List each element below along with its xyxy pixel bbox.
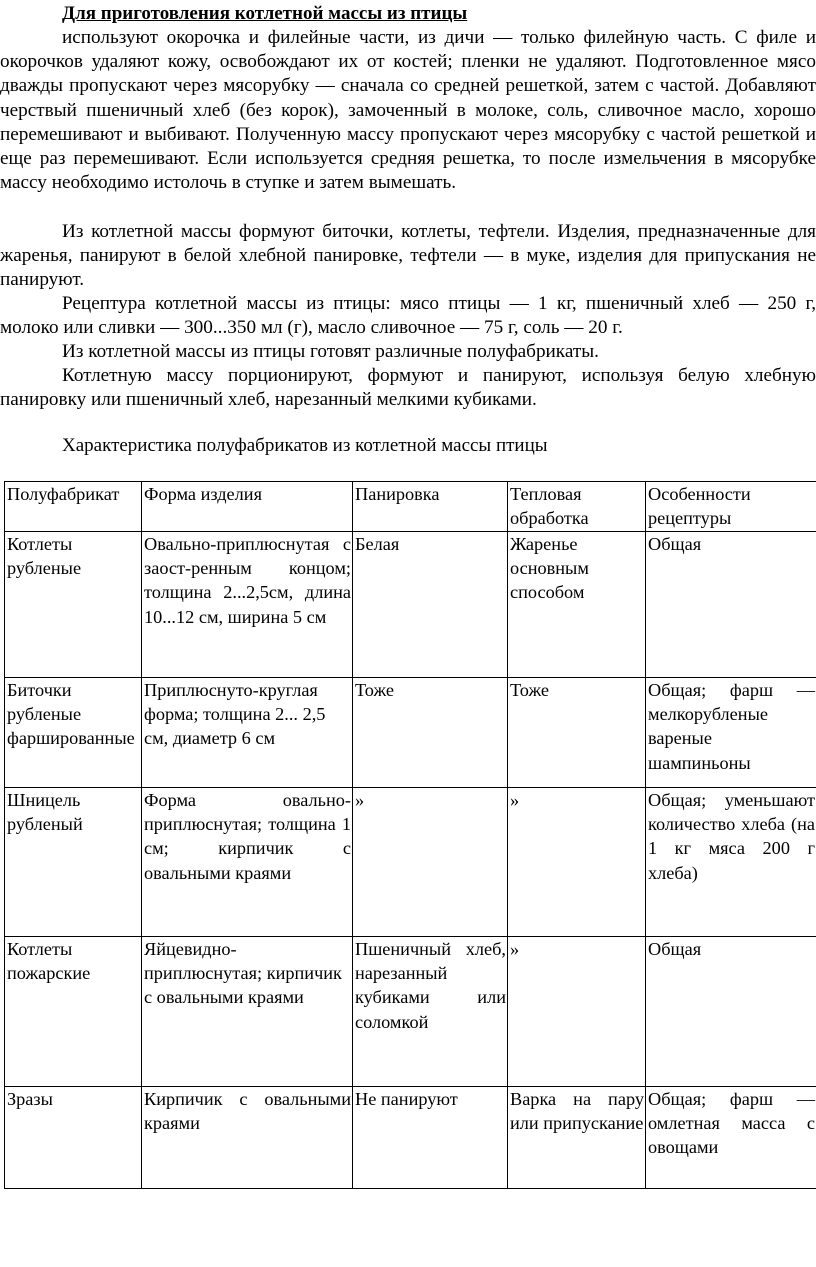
- paragraph-text: Рецептура котлетной массы из птицы: мясо птицы — 1 кг, пшеничный хлеб — 250 г, молоко или сливки — 300...350 мл (г), масло сливочное — 75 г, соль — 20 г.: [0, 293, 816, 339]
- table-row: [5, 678, 816, 788]
- paragraph-text: Из котлетной массы формуют биточки, котлеты, тефтели. Изделия, предназначенные для жаренья, панируют в белой хлебной панировке, тефтели — в муке, изделия для припускания не панируют.: [0, 221, 816, 291]
- table-cell: Котлеты рубленые: [5, 532, 142, 678]
- table-cell: Тоже: [508, 678, 646, 788]
- table-cell: Яйцевидно-приплюснутая; кирпичик с овальными краями: [142, 937, 353, 1087]
- table-cell: Варка на пару или припускание: [508, 1087, 646, 1189]
- table-cell: Зразы: [5, 1087, 142, 1189]
- table-row: [5, 1087, 816, 1189]
- table-cell: Общая; фарш — омлетная масса с овощами: [646, 1087, 816, 1189]
- table-cell: Шницель рубленый: [5, 788, 142, 937]
- table-row: [5, 937, 816, 1087]
- table-cell: Общая; фарш — мелкорубленые вареные шампиньоны: [646, 678, 816, 788]
- table-cell: Общая: [646, 532, 816, 678]
- paragraph-semifinished: [0, 340, 816, 364]
- table-cell: Тоже: [353, 678, 508, 788]
- table-cell: Котлеты пожарские: [5, 937, 142, 1087]
- table-row: [5, 532, 816, 678]
- paragraph-text: Котлетную массу порционируют, формуют и панируют, используя белую хлебную панировку или пшеничный хлеб, нарезанный мелкими кубиками.: [0, 365, 816, 411]
- header-cell: Тепловая обработка: [508, 482, 646, 532]
- table-cell: Жаренье основным способом: [508, 532, 646, 678]
- paragraph-text: Из котлетной массы из птицы готовят различные полуфабрикаты.: [62, 341, 599, 362]
- header-cell: Полуфабрикат: [5, 482, 142, 532]
- table-cell: Общая; уменьшают количество хлеба (на 1 кг мяса 200 г хлеба): [646, 788, 816, 937]
- paragraph-portioning: [0, 364, 816, 412]
- section-heading: Для приготовления котлетной массы из птицы: [62, 3, 468, 24]
- table-caption: Характеристика полуфабрикатов из котлетной массы птицы: [62, 435, 548, 456]
- table-cell: Белая: [353, 532, 508, 678]
- table-cell: Общая: [646, 937, 816, 1087]
- semifinished-table: [4, 481, 816, 1189]
- table-cell: Не панируют: [353, 1087, 508, 1189]
- table-cell: »: [508, 937, 646, 1087]
- table-cell: Форма овально-приплюснутая; толщина 1 см; кирпичик с овальными краями: [142, 788, 353, 937]
- table-cell: Пшеничный хлеб, нарезанный кубиками или соломкой: [353, 937, 508, 1087]
- table-row: [5, 788, 816, 937]
- table-cell: Приплюснуто-круглая форма; толщина 2... 2,5 см, диаметр 6 см: [142, 678, 353, 788]
- table-cell: »: [353, 788, 508, 937]
- table-header-row: [5, 482, 816, 532]
- header-cell: Форма изделия: [142, 482, 353, 532]
- header-cell: Панировка: [353, 482, 508, 532]
- table-cell: »: [508, 788, 646, 937]
- table-cell: Овально-приплюснутая с заост-ренным концом; толщина 2...2,5см, длина 10...12 см, ширина 5 см: [142, 532, 353, 678]
- table-cell: Кирпичик с овальными краями: [142, 1087, 353, 1189]
- paragraph-preparation: [0, 26, 816, 195]
- header-cell: Особенности рецептуры: [646, 482, 816, 532]
- paragraph-text: используют окорочка и филейные части, из дичи — только филейную часть. С филе и окорочков удаляют кожу, освобождают их от костей; пленки не удаляют. Подготовленное мясо дважды пропускают через мясорубку — сначала со средней решеткой, затем с частой. Добавляют черствый пшеничный хлеб (без корок), замоченный в молоке, соль, сливочное масло, хорошо перемешивают и выбивают. Полученную массу пропускают через мясорубку с частой решеткой и еще раз перемешивают. Если используется средняя решетка, то после измельчения в мясорубке массу необходимо истолочь в ступке и затем вымешать.: [0, 27, 816, 194]
- paragraph-forming: [0, 220, 816, 293]
- table-cell: Биточки рубленые фаршированные: [5, 678, 142, 788]
- paragraph-recipe: [0, 292, 816, 340]
